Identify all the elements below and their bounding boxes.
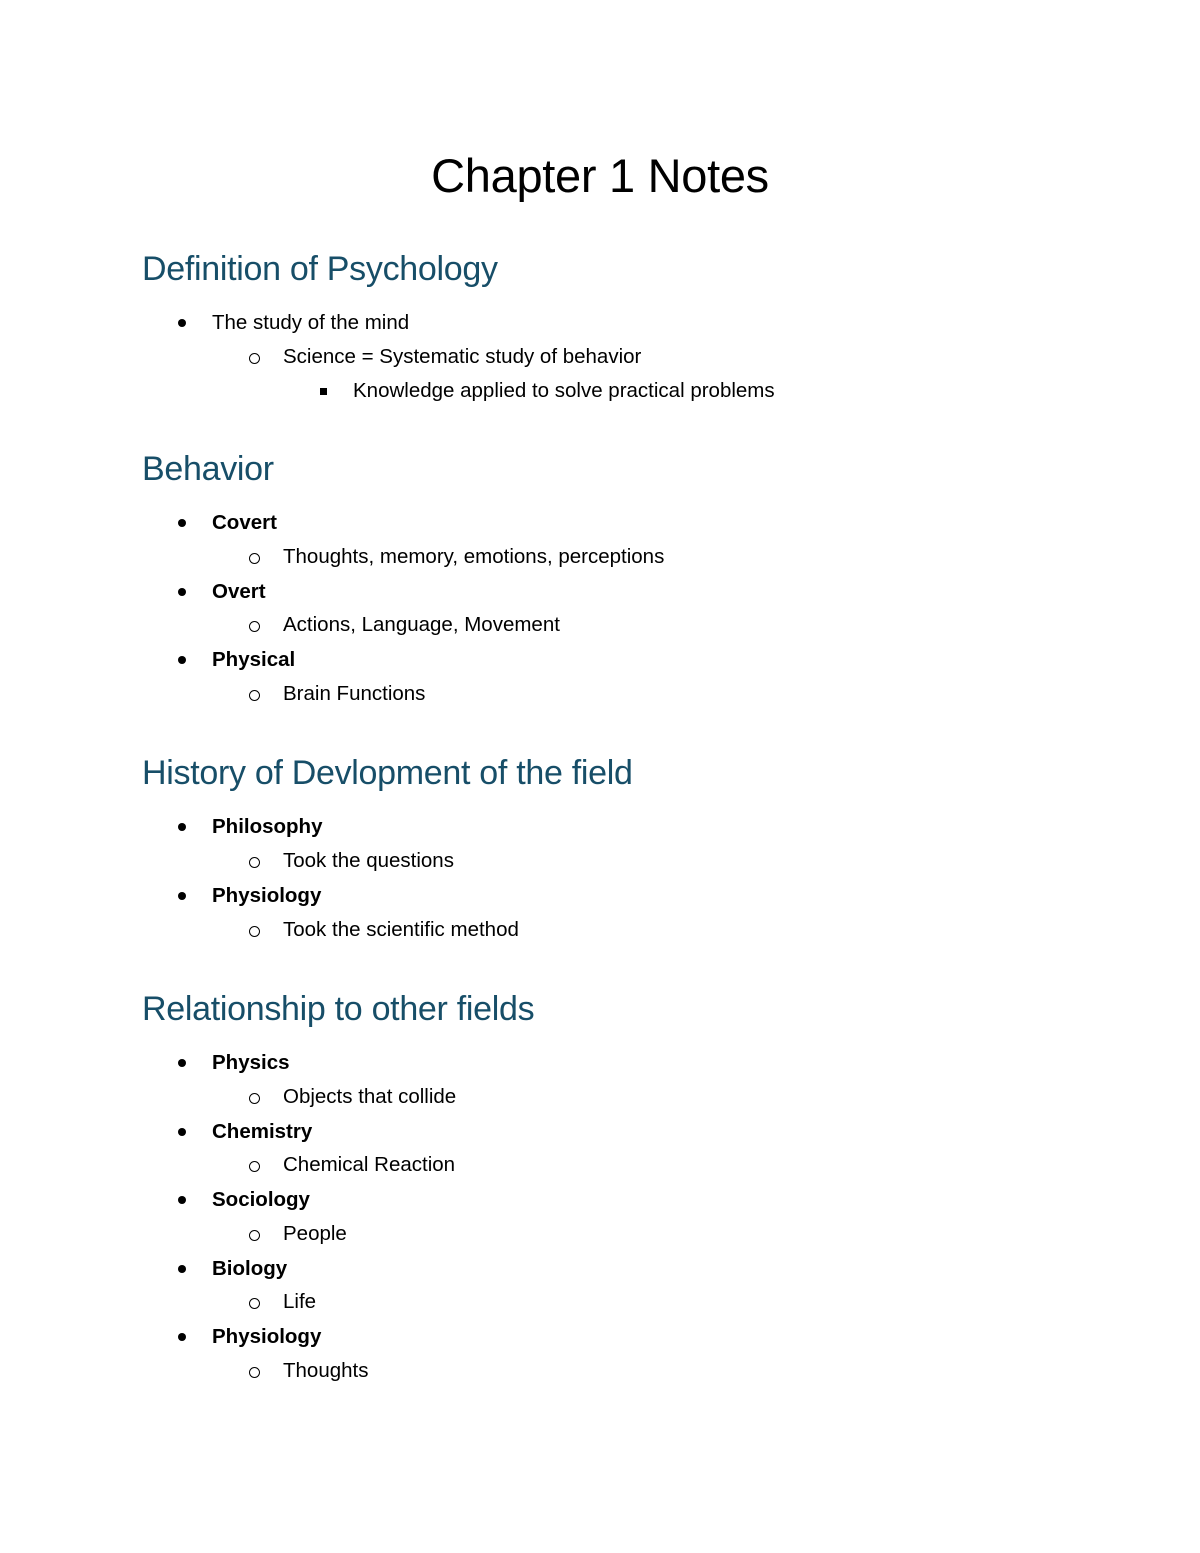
section-heading-behavior: Behavior <box>142 450 274 488</box>
section-heading-definition: Definition of Psychology <box>142 250 498 288</box>
disc-bullet-icon <box>178 1265 186 1273</box>
list-item-label: Brain Functions <box>283 682 426 705</box>
list-item-label: Knowledge applied to solve practical problems <box>353 379 775 402</box>
list-item-label: Objects that collide <box>283 1085 457 1108</box>
circle-bullet-icon <box>249 1230 260 1241</box>
list-item <box>283 543 664 571</box>
circle-bullet-icon <box>249 926 260 937</box>
list-item <box>283 680 425 708</box>
list-item <box>353 377 775 405</box>
circle-bullet-icon <box>249 857 260 868</box>
list-item-label: Covert <box>212 511 277 534</box>
list-item-label: Chemistry <box>212 1120 313 1143</box>
page-title: Chapter 1 Notes <box>431 149 769 202</box>
list-item <box>283 847 454 875</box>
list-item-label: Biology <box>212 1257 288 1280</box>
list-item-label: People <box>283 1222 347 1245</box>
list-item-label: Sociology <box>212 1188 310 1211</box>
disc-bullet-icon <box>178 823 186 831</box>
list-item-label: Physical <box>212 648 296 671</box>
list-item-label: The study of the mind <box>212 311 410 334</box>
list-item <box>212 1118 312 1146</box>
list-item-label: Physics <box>212 1051 290 1074</box>
list-item-label: Took the questions <box>283 849 454 872</box>
disc-bullet-icon <box>178 1333 186 1341</box>
list-item <box>283 343 641 371</box>
list-item <box>283 1083 456 1111</box>
circle-bullet-icon <box>249 1298 260 1309</box>
list-item <box>212 882 321 910</box>
circle-bullet-icon <box>249 1161 260 1172</box>
circle-bullet-icon <box>249 1367 260 1378</box>
square-bullet-icon <box>320 388 327 395</box>
section-heading-relationship: Relationship to other fields <box>142 990 535 1028</box>
disc-bullet-icon <box>178 319 186 327</box>
list-item <box>212 578 266 606</box>
disc-bullet-icon <box>178 1196 186 1204</box>
list-item <box>283 1220 347 1248</box>
list-item <box>212 813 322 841</box>
circle-bullet-icon <box>249 553 260 564</box>
list-item-label: Chemical Reaction <box>283 1153 456 1176</box>
list-item-label: Physiology <box>212 1325 322 1348</box>
list-item-label: Philosophy <box>212 815 323 838</box>
disc-bullet-icon <box>178 1128 186 1136</box>
list-item-label: Life <box>283 1290 317 1313</box>
list-item <box>212 1049 290 1077</box>
list-item-label: Physiology <box>212 884 322 907</box>
disc-bullet-icon <box>178 656 186 664</box>
circle-bullet-icon <box>249 1093 260 1104</box>
list-item <box>283 1357 368 1385</box>
list-item-label: Thoughts <box>283 1359 369 1382</box>
list-item-label: Actions, Language, Movement <box>283 613 560 636</box>
section-heading-history: History of Devlopment of the field <box>142 754 633 792</box>
circle-bullet-icon <box>249 353 260 364</box>
disc-bullet-icon <box>178 892 186 900</box>
list-item <box>283 1288 316 1316</box>
list-item <box>212 1186 310 1214</box>
list-item <box>283 611 560 639</box>
list-item <box>212 509 277 537</box>
circle-bullet-icon <box>249 690 260 701</box>
list-item <box>283 916 519 944</box>
circle-bullet-icon <box>249 621 260 632</box>
list-item-label: Thoughts, memory, emotions, perceptions <box>283 545 665 568</box>
list-item-label: Science = Systematic study of behavior <box>283 345 642 368</box>
list-item <box>212 1323 321 1351</box>
list-item-label: Took the scientific method <box>283 918 519 941</box>
disc-bullet-icon <box>178 1059 186 1067</box>
disc-bullet-icon <box>178 519 186 527</box>
list-item <box>212 646 295 674</box>
list-item-label: Overt <box>212 580 266 603</box>
disc-bullet-icon <box>178 588 186 596</box>
list-item <box>212 1255 287 1283</box>
list-item <box>212 309 409 337</box>
list-item <box>283 1151 455 1179</box>
